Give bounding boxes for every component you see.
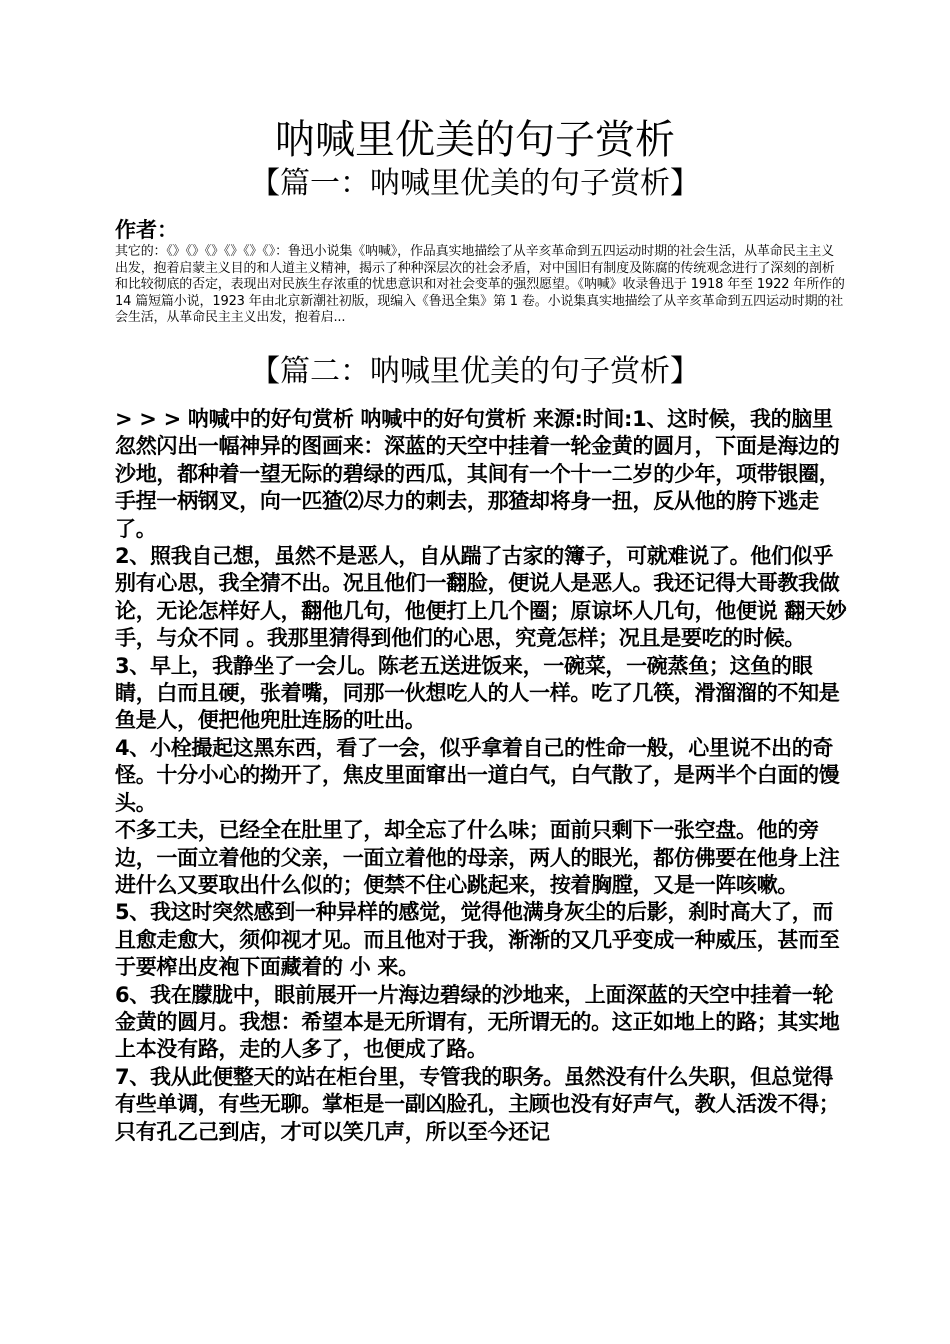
document-title: 呐喊里优美的句子赏析 <box>275 117 675 163</box>
abstract-text: 其它的：《》《》《》《》《》《》：鲁迅小说集《呐喊》，作品真实地描绘了从辛亥革命到五四运动时期的社会生活，从革命民主主义出发，抱着启蒙主义目的和人道主义精神，揭示了种种深层次的社会矛盾，对中国旧有制度及陈腐的传统观念进行了深刻的剖析和比较彻底的否定，表现出对民族生存浓重的忧患意识和对社会变革的强烈愿望。《呐喊》收录鲁迅于 1918 年至 1922 年所作的 14 篇短篇小说，1923 年由北京新潮社初版，现编入《鲁迅全集》第 1 卷。小说集真实地描绘了从辛亥革命到五四运动时期的社会生活，从革命民主主义出发，抱着启... <box>115 244 845 326</box>
paragraph: 2、照我自己想，虽然不是恶人，自从踹了古家的簿子，可就难说了。他们似乎别有心思，我全猜不出。况且他们一翻脸，便说人是恶人。我还记得大哥教我做论，无论怎样好人，翻他几句，他便打上几个圈；原谅坏人几句，他便说 翻天妙手，与众不同 。我那里猜得到他们的心思，究竟怎样；况且是要吃的时候。 <box>115 544 847 651</box>
section-heading-2: 【篇二：呐喊里优美的句子赏析】 <box>250 354 700 389</box>
paragraph: > > > 呐喊中的好句赏析 呐喊中的好句赏析 来源:时间:1、这时候，我的脑里忽然闪出一幅神异的图画来：深蓝的天空中挂着一轮金黄的圆月，下面是海边的沙地，都种着一望无际的碧绿的西瓜，其间有一个十一二岁的少年，项带银圈，手捏一柄钢叉，向一匹猹⑵尽力的刺去，那猹却将身一扭，反从他的胯下逃走了。 <box>115 407 840 541</box>
paragraph: 不多工夫，已经全在肚里了，却全忘了什么味；面前只剩下一张空盘。他的旁边，一面立着他的父亲，一面立着他的母亲，两人的眼光，都仿佛要在他身上注进什么又要取出什么似的；便禁不住心跳起来，按着胸膛，又是一阵咳嗽。 <box>115 818 840 897</box>
paragraph: 6、我在朦胧中，眼前展开一片海边碧绿的沙地来，上面深蓝的天空中挂着一轮金黄的圆月。我想：希望本是无所谓有，无所谓无的。这正如地上的路；其实地上本没有路，走的人多了，也便成了路。 <box>115 982 840 1062</box>
article-body <box>115 406 850 1146</box>
section-heading-1: 【篇一：呐喊里优美的句子赏析】 <box>250 166 700 201</box>
paragraph: 5、我这时突然感到一种异样的感觉，觉得他满身灰尘的后影，刹时高大了，而且愈走愈大，须仰视才见。而且他对于我，渐渐的又几乎变成一种威压，甚而至于要榨出皮袍下面藏着的 小 来。 <box>115 900 840 980</box>
author-label: 作者： <box>115 218 178 242</box>
paragraph: 7、我从此便整天的站在柜台里，专管我的职务。虽然没有什么失职，但总觉得有些单调，有些无聊。掌柜是一副凶脸孔，主顾也没有好声气，教人活泼不得；只有孔乙己到店，才可以笑几声，所以至今还记 <box>115 1064 840 1144</box>
paragraph: 4、小栓撮起这黑东西，看了一会，似乎拿着自己的性命一般，心里说不出的奇怪。十分小心的拗开了，焦皮里面窜出一道白气，白气散了，是两半个白面的馒头。 <box>115 735 840 815</box>
paragraph: 3、早上，我静坐了一会儿。陈老五送进饭来，一碗菜，一碗蒸鱼；这鱼的眼睛，白而且硬，张着嘴，同那一伙想吃人的人一样。吃了几筷，滑溜溜的不知是鱼是人，便把他兜肚连肠的吐出。 <box>115 653 840 733</box>
